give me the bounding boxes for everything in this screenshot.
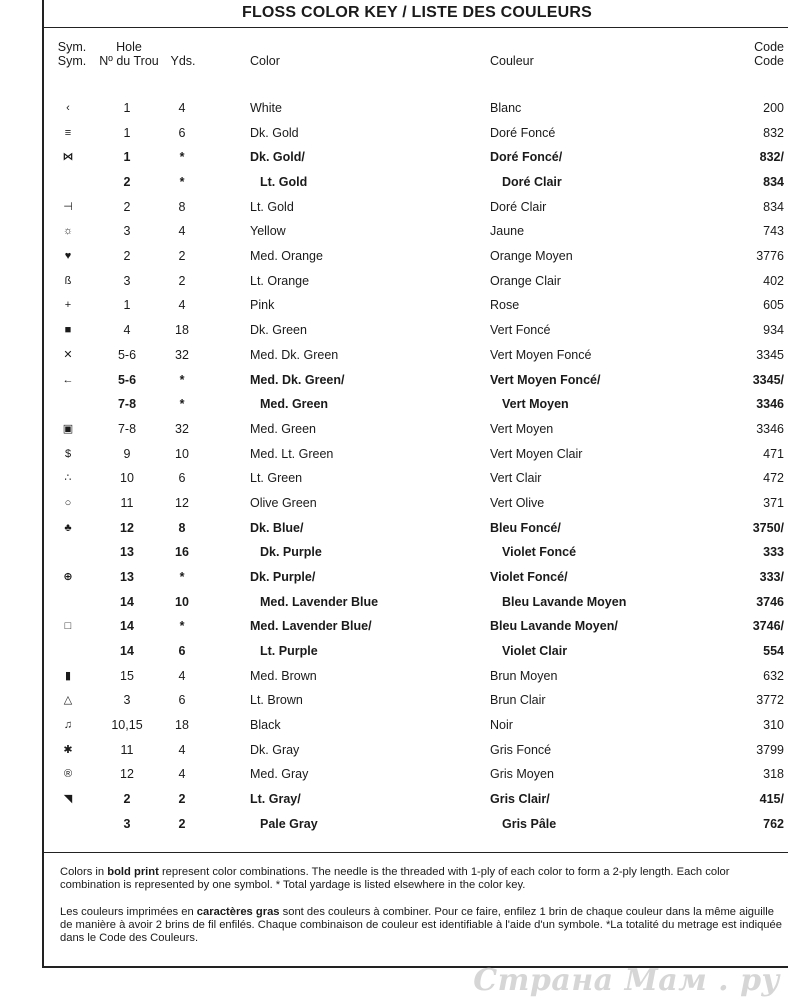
symbol-icon: ∴ bbox=[64, 472, 72, 485]
color-name-fr: Vert Moyen Clair bbox=[490, 446, 583, 461]
color-code: 3345 bbox=[756, 347, 784, 362]
symbol-icon: ◥ bbox=[63, 793, 73, 805]
hole-number: 2 bbox=[123, 249, 131, 264]
table-row bbox=[44, 640, 788, 662]
table-row bbox=[44, 541, 788, 563]
color-name-en: Dk. Green bbox=[250, 323, 307, 338]
hole-number: 14 bbox=[120, 644, 134, 658]
yardage: 2 bbox=[178, 816, 186, 831]
hole-number: 14 bbox=[120, 594, 134, 609]
yardage: * bbox=[179, 150, 185, 165]
color-code: 402 bbox=[763, 273, 784, 288]
yardage: 4 bbox=[178, 668, 186, 683]
floss-table bbox=[44, 0, 788, 840]
footnote-english bbox=[60, 866, 782, 892]
color-name-fr: Vert Foncé bbox=[490, 323, 551, 338]
color-name-fr: Orange Moyen bbox=[490, 249, 573, 264]
yardage: 6 bbox=[178, 471, 186, 486]
color-key-sheet bbox=[42, 0, 788, 968]
color-name-fr: Doré Clair bbox=[502, 175, 562, 189]
hole-number: 2 bbox=[123, 792, 131, 806]
color-name-en: Med. Dk. Green/ bbox=[250, 372, 345, 387]
color-name-en: Lt. Purple bbox=[260, 644, 318, 658]
symbol-icon: △ bbox=[63, 694, 73, 707]
color-code: 472 bbox=[763, 471, 784, 486]
table-row bbox=[44, 369, 788, 391]
color-name-fr: Gris Foncé bbox=[490, 742, 552, 757]
color-code: 471 bbox=[763, 446, 784, 461]
header-color: Color bbox=[250, 54, 280, 68]
hole-number: 12 bbox=[120, 767, 134, 782]
yardage: 32 bbox=[175, 347, 189, 362]
yardage: 4 bbox=[178, 767, 186, 782]
color-name-en: Pale Gray bbox=[260, 816, 318, 831]
color-name-fr: Doré Clair bbox=[490, 199, 547, 214]
color-code: 333 bbox=[763, 545, 784, 560]
yardage: * bbox=[179, 619, 185, 634]
table-row bbox=[44, 344, 788, 366]
color-name-en: Med. Brown bbox=[250, 668, 317, 683]
symbol-icon: ‹ bbox=[66, 102, 70, 114]
color-name-en: White bbox=[250, 101, 282, 115]
color-name-en: Med. Dk. Green bbox=[250, 347, 339, 362]
color-name-en: Lt. Brown bbox=[250, 693, 303, 708]
color-code: 333/ bbox=[759, 569, 784, 584]
yardage: 12 bbox=[175, 495, 189, 510]
color-name-fr: Vert Moyen bbox=[490, 421, 554, 436]
color-name-fr: Doré Foncé bbox=[490, 125, 556, 140]
symbol-icon: ⊣ bbox=[63, 200, 73, 213]
table-row bbox=[44, 220, 788, 242]
hole-number: 4 bbox=[123, 323, 131, 338]
color-code: 371 bbox=[763, 495, 784, 510]
color-name-fr: Violet Foncé bbox=[502, 545, 577, 560]
table-row bbox=[44, 615, 788, 637]
header-yds: Yds. bbox=[170, 54, 196, 68]
hole-number: 13 bbox=[120, 569, 134, 584]
symbol-icon: + bbox=[64, 299, 72, 312]
table-row bbox=[44, 171, 788, 193]
hole-number: 2 bbox=[123, 199, 131, 214]
color-name-en: Med. Green bbox=[260, 397, 329, 412]
yardage: 4 bbox=[178, 224, 186, 239]
table-row bbox=[44, 665, 788, 687]
table-row bbox=[44, 566, 788, 588]
hole-number: 12 bbox=[120, 520, 134, 535]
hole-number: 11 bbox=[120, 742, 134, 757]
yardage: 2 bbox=[178, 273, 186, 288]
symbol-icon: ⊕ bbox=[63, 570, 73, 583]
table-row bbox=[44, 714, 788, 736]
symbol-icon: ♫ bbox=[63, 719, 73, 731]
footnote-fr-text-1: Les couleurs imprimées en bbox=[60, 906, 197, 918]
hole-number: 10 bbox=[120, 471, 134, 486]
symbol-icon: $ bbox=[64, 447, 72, 460]
table-row bbox=[44, 763, 788, 785]
color-name-fr: Gris Pâle bbox=[502, 816, 557, 831]
hole-number: 1 bbox=[123, 101, 131, 115]
color-name-fr: Violet Foncé/ bbox=[490, 569, 568, 584]
hole-number: 15 bbox=[120, 668, 134, 683]
color-name-en: Yellow bbox=[250, 224, 286, 239]
table-row bbox=[44, 443, 788, 465]
symbol-icon: ▣ bbox=[62, 422, 74, 435]
hole-number: 13 bbox=[120, 545, 134, 560]
color-name-fr: Gris Clair/ bbox=[490, 792, 550, 806]
header-sym-en: Sym. bbox=[57, 40, 87, 54]
color-name-en: Dk. Purple bbox=[260, 545, 322, 560]
site-watermark: Страна Мам . ру bbox=[473, 963, 780, 998]
color-code: 605 bbox=[763, 298, 784, 313]
color-code: 3776 bbox=[756, 249, 784, 264]
yardage: 2 bbox=[178, 792, 186, 806]
hole-number: 5-6 bbox=[117, 372, 137, 387]
yardage: 4 bbox=[178, 101, 186, 115]
table-row bbox=[44, 591, 788, 613]
color-code: 834 bbox=[763, 199, 784, 214]
table-row bbox=[44, 788, 788, 810]
color-name-en: Lt. Gold bbox=[260, 175, 308, 189]
symbol-icon: ✱ bbox=[63, 743, 73, 756]
symbol-icon: ■ bbox=[64, 324, 72, 337]
color-code: 3746/ bbox=[752, 619, 784, 634]
color-name-en: Dk. Gold/ bbox=[250, 150, 305, 165]
color-name-fr: Vert Moyen bbox=[502, 397, 569, 412]
footnote-divider bbox=[44, 852, 788, 853]
symbol-icon: ← bbox=[62, 373, 74, 386]
color-name-en: Lt. Gold bbox=[250, 199, 294, 214]
yardage: 32 bbox=[175, 421, 189, 436]
table-row bbox=[44, 739, 788, 761]
header-sym-fr: Sym. bbox=[57, 54, 87, 68]
color-name-fr: Doré Foncé/ bbox=[490, 150, 563, 165]
footnote-fr-text-2: sont des couleurs à combiner. Pour ce faire, enfilez 1 brin de chaque couleur dans la même aiguille de manière à avoir 2 brins de fil enfilés. Chaque combinaison de couleur est identifiable à l'aide d'un symbole. *La totalité du metrage est indiquée dans le Code des Couleurs. bbox=[60, 906, 782, 944]
color-code: 3772 bbox=[756, 693, 784, 708]
color-code: 3346 bbox=[756, 397, 784, 412]
hole-number: 3 bbox=[123, 693, 131, 708]
symbol-icon: ⋈ bbox=[62, 151, 74, 164]
yardage: * bbox=[179, 372, 185, 387]
symbol-icon: ▮ bbox=[64, 669, 72, 682]
color-name-en: Med. Orange bbox=[250, 249, 323, 264]
hole-number: 7-8 bbox=[117, 397, 137, 412]
header-code-en: Code bbox=[754, 40, 784, 54]
color-name-en: Med. Gray bbox=[250, 767, 309, 782]
color-code: 743 bbox=[763, 224, 784, 239]
header-code-fr: Code bbox=[754, 54, 784, 68]
table-row bbox=[44, 294, 788, 316]
table-row bbox=[44, 97, 788, 119]
color-name-fr: Brun Moyen bbox=[490, 668, 558, 683]
table-row bbox=[44, 517, 788, 539]
yardage: * bbox=[179, 397, 185, 412]
hole-number: 7-8 bbox=[117, 421, 137, 436]
symbol-icon: ✕ bbox=[63, 348, 73, 361]
color-code: 3750/ bbox=[752, 520, 784, 535]
footnote-en-text-1: Colors in bbox=[60, 866, 108, 878]
table-row bbox=[44, 245, 788, 267]
symbol-icon: ♥ bbox=[64, 250, 72, 263]
symbol-icon: ☼ bbox=[62, 225, 74, 238]
hole-number: 9 bbox=[123, 446, 131, 461]
color-name-en: Med. Lavender Blue bbox=[260, 594, 379, 609]
color-name-fr: Vert Clair bbox=[490, 471, 542, 486]
table-row bbox=[44, 319, 788, 341]
table-row bbox=[44, 418, 788, 440]
color-name-en: Olive Green bbox=[250, 495, 317, 510]
footnote-en-text-2: represent color combinations. The needle is the threaded with 1-ply of each color to form a 2-ply length. Each color combination is represented by one symbol. * Total yardage is listed elsewhere in the color key. bbox=[60, 866, 730, 891]
yardage: 8 bbox=[178, 199, 186, 214]
color-name-fr: Jaune bbox=[490, 224, 525, 239]
yardage: 6 bbox=[178, 693, 186, 708]
color-name-en: Med. Green bbox=[250, 421, 317, 436]
yardage: 8 bbox=[178, 520, 186, 535]
table-row bbox=[44, 393, 788, 415]
color-name-fr: Bleu Foncé/ bbox=[490, 520, 561, 535]
yardage: * bbox=[179, 569, 185, 584]
color-name-fr: Bleu Lavande Moyen/ bbox=[490, 619, 618, 634]
footnote-fr-bold: caractères gras bbox=[196, 906, 280, 918]
color-code: 415/ bbox=[759, 792, 784, 806]
hole-number: 14 bbox=[120, 619, 134, 634]
color-name-en: Lt. Gray/ bbox=[250, 792, 301, 806]
symbol-icon: ß bbox=[64, 274, 72, 287]
table-row bbox=[44, 146, 788, 168]
color-code: 554 bbox=[763, 644, 784, 658]
color-code: 3345/ bbox=[752, 372, 784, 387]
yardage: 4 bbox=[178, 742, 186, 757]
footnote-french bbox=[60, 906, 782, 945]
color-code: 3799 bbox=[756, 742, 784, 757]
color-code: 3746 bbox=[756, 594, 784, 609]
yardage: 18 bbox=[175, 718, 189, 732]
symbol-icon: ≡ bbox=[64, 126, 72, 139]
color-name-fr: Rose bbox=[490, 298, 520, 313]
color-code: 832 bbox=[763, 125, 784, 140]
color-name-en: Dk. Purple/ bbox=[250, 569, 316, 584]
color-code: 832/ bbox=[759, 150, 784, 165]
header-couleur: Couleur bbox=[490, 54, 534, 68]
header-hole-en: Hole bbox=[116, 40, 142, 54]
yardage: * bbox=[179, 175, 185, 189]
symbol-icon: ® bbox=[63, 768, 73, 781]
color-name-en: Lt. Orange bbox=[250, 273, 310, 288]
color-name-en: Dk. Blue/ bbox=[250, 520, 304, 535]
page-title: FLOSS COLOR KEY / LISTE DES COULEURS bbox=[241, 4, 593, 21]
yardage: 18 bbox=[175, 323, 189, 338]
color-code: 200 bbox=[763, 101, 784, 115]
color-name-fr: Vert Olive bbox=[490, 495, 545, 510]
color-name-fr: Orange Clair bbox=[490, 273, 561, 288]
hole-number: 2 bbox=[123, 175, 131, 189]
symbol-icon: ♣ bbox=[64, 521, 72, 534]
color-name-en: Med. Lavender Blue/ bbox=[250, 619, 372, 634]
color-name-en: Lt. Green bbox=[250, 471, 303, 486]
hole-number: 11 bbox=[120, 495, 134, 510]
table-row bbox=[44, 122, 788, 144]
color-name-en: Med. Lt. Green bbox=[250, 446, 334, 461]
yardage: 6 bbox=[178, 644, 186, 658]
yardage: 10 bbox=[175, 446, 189, 461]
color-name-en: Dk. Gray bbox=[250, 742, 300, 757]
color-code: 632 bbox=[763, 668, 784, 683]
yardage: 4 bbox=[178, 298, 186, 313]
color-name-en: Pink bbox=[250, 298, 275, 313]
color-code: 834 bbox=[763, 175, 784, 189]
yardage: 2 bbox=[178, 249, 186, 264]
table-row bbox=[44, 689, 788, 711]
yardage: 6 bbox=[178, 125, 186, 140]
yardage: 16 bbox=[175, 545, 189, 560]
color-name-fr: Bleu Lavande Moyen bbox=[502, 594, 627, 609]
hole-number: 1 bbox=[123, 298, 131, 313]
color-code: 310 bbox=[763, 718, 784, 732]
table-row bbox=[44, 467, 788, 489]
symbol-icon: □ bbox=[64, 620, 72, 633]
color-code: 762 bbox=[763, 816, 784, 831]
hole-number: 10,15 bbox=[111, 718, 143, 732]
hole-number: 3 bbox=[123, 224, 131, 239]
hole-number: 3 bbox=[123, 273, 131, 288]
hole-number: 1 bbox=[123, 150, 131, 165]
color-name-en: Black bbox=[250, 718, 281, 732]
symbol-icon: ○ bbox=[64, 496, 72, 509]
hole-number: 5-6 bbox=[117, 347, 137, 362]
color-code: 318 bbox=[763, 767, 784, 782]
table-row bbox=[44, 196, 788, 218]
hole-number: 1 bbox=[123, 125, 131, 140]
header-hole-fr: Nº du Trou bbox=[99, 54, 159, 68]
color-code: 3346 bbox=[756, 421, 784, 436]
color-name-fr: Vert Moyen Foncé bbox=[490, 347, 592, 362]
color-code: 934 bbox=[763, 323, 784, 338]
table-row bbox=[44, 270, 788, 292]
color-name-en: Dk. Gold bbox=[250, 125, 299, 140]
color-name-fr: Blanc bbox=[490, 101, 522, 115]
table-row bbox=[44, 492, 788, 514]
yardage: 10 bbox=[175, 594, 189, 609]
table-row bbox=[44, 813, 788, 835]
color-name-fr: Noir bbox=[490, 718, 513, 732]
color-name-fr: Gris Moyen bbox=[490, 767, 554, 782]
color-name-fr: Violet Clair bbox=[502, 644, 568, 658]
hole-number: 3 bbox=[123, 816, 131, 831]
footnote-en-bold: bold print bbox=[107, 866, 159, 878]
color-name-fr: Brun Clair bbox=[490, 693, 546, 708]
color-name-fr: Vert Moyen Foncé/ bbox=[490, 372, 601, 387]
